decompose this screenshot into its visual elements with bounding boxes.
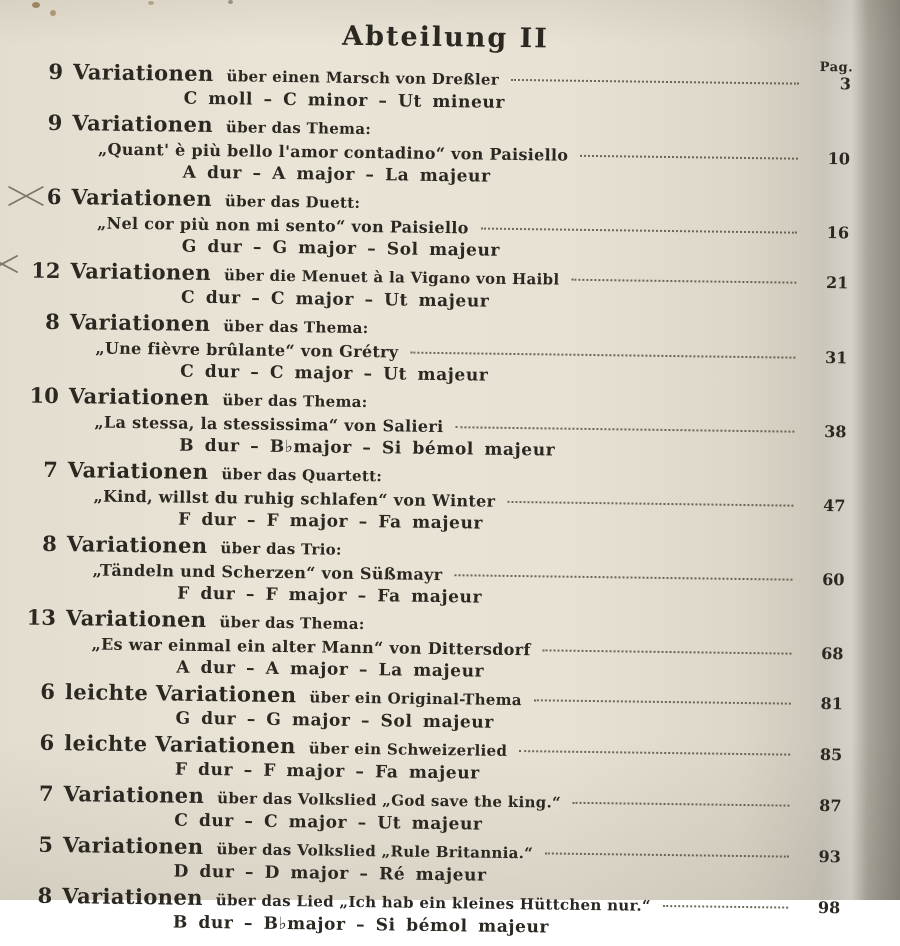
- page-number: 81: [820, 694, 843, 714]
- entry-subtitle: über das Volkslied „God save the king.“: [217, 789, 562, 812]
- dot-leader: [507, 501, 793, 507]
- entry-keys: C dur – C major – Ut majeur: [180, 287, 490, 312]
- entry-subtitle: über das Thema:: [219, 613, 365, 634]
- entry-keys: F dur – F major – Fa majeur: [174, 759, 480, 784]
- dot-leader: [454, 574, 792, 580]
- page-number: 10: [827, 149, 851, 169]
- entry-title: Variationen: [71, 184, 213, 212]
- entry-subtitle: über das Thema:: [225, 118, 372, 139]
- dot-leader: [410, 352, 795, 359]
- page-number: 3: [839, 74, 852, 94]
- entry-keys: C dur – C major – Ut majeur: [180, 361, 489, 386]
- toc-entry: [22, 532, 845, 615]
- dot-leader: [534, 699, 791, 704]
- entry-keys: C dur – C major – Ut majeur: [174, 810, 483, 835]
- entry-title: Variationen: [70, 258, 212, 285]
- entry-subtitle: über das Volkslied „Rule Britannia.“: [216, 840, 534, 863]
- entry-keys: B dur – B♭major – Si bémol majeur: [172, 912, 550, 938]
- dot-leader: [571, 279, 796, 284]
- page-number: 98: [817, 897, 841, 918]
- dot-leader: [545, 852, 789, 857]
- dot-leader: [573, 802, 790, 807]
- dot-leader: [455, 426, 794, 432]
- page-number: 31: [824, 348, 848, 368]
- entry-subtitle: über einen Marsch von Dreßler: [226, 67, 500, 89]
- dot-leader: [580, 155, 798, 160]
- entry-number: 5: [38, 831, 54, 857]
- entry-number: 9: [48, 58, 64, 85]
- entry-number: 6: [39, 729, 55, 755]
- page-number: 21: [825, 273, 849, 293]
- entry-keys: D dur – D major – Ré majeur: [173, 861, 487, 886]
- entry-theme: „La stessa, la stessissima“ von Salieri: [94, 412, 444, 437]
- entry-keys: F dur – F major – Fa majeur: [178, 509, 484, 534]
- toc-list: [18, 60, 851, 944]
- entry-number: 8: [37, 882, 53, 908]
- entry-number: 6: [46, 183, 62, 210]
- entry-subtitle: über ein Schweizerlied: [308, 739, 508, 760]
- dot-leader: [511, 79, 799, 85]
- entry-number: 12: [31, 257, 61, 284]
- entry-keys: G dur – G major – Sol majeur: [181, 236, 501, 261]
- toc-entry: [24, 384, 847, 467]
- entry-keys: B dur – B♭major – Si bémol majeur: [179, 435, 556, 461]
- entry-keys: C moll – C minor – Ut mineur: [183, 88, 506, 113]
- entry-subtitle: über das Duett:: [224, 192, 361, 212]
- entry-theme: „Tändeln und Scherzen“ von Süßmayr: [92, 560, 443, 585]
- toc-entry: [25, 310, 848, 393]
- entry-title: Variationen: [72, 59, 214, 87]
- page-number: 87: [819, 796, 842, 816]
- entry-subtitle: über das Lied „Ich hab ein kleines Hüttchen nur.“: [215, 891, 651, 915]
- entry-number: 9: [47, 109, 63, 136]
- entry-title: Variationen: [69, 309, 211, 336]
- entry-subtitle: über das Thema:: [223, 317, 369, 338]
- entry-title: leichte Variationen: [64, 679, 297, 708]
- page-number: 85: [819, 745, 843, 765]
- dot-leader: [481, 228, 797, 234]
- entry-number: 13: [26, 604, 57, 630]
- entry-theme: „Nel cor più non mi sento“ von Paisiello: [96, 213, 469, 238]
- entry-number: 7: [38, 780, 54, 806]
- entry-keys: F dur – F major – Fa majeur: [177, 583, 483, 608]
- page-number: 38: [824, 422, 847, 442]
- entry-title: Variationen: [63, 781, 205, 808]
- page-title: Abteilung II: [341, 20, 550, 55]
- entry-number: 6: [40, 678, 56, 704]
- entry-theme: „Quant' è più bello l'amor contadino“ von Paisiello: [97, 139, 569, 165]
- page-number: 16: [826, 223, 850, 243]
- entry-title: Variationen: [68, 383, 210, 410]
- dot-leader: [519, 750, 790, 756]
- toc-entry: [27, 185, 850, 268]
- entry-title: leichte Variationen: [64, 730, 296, 759]
- entry-subtitle: über die Menuet à la Vigano von Haibl: [223, 266, 560, 289]
- toc-entry: [18, 884, 841, 944]
- toc-entry: [23, 458, 846, 541]
- dot-leader: [663, 905, 788, 909]
- entry-title: Variationen: [65, 605, 207, 632]
- entry-keys: G dur – G major – Sol majeur: [175, 708, 494, 733]
- entry-number: 10: [29, 382, 59, 409]
- page-number: 47: [823, 496, 846, 516]
- page-number: 93: [818, 847, 841, 867]
- entry-subtitle: über das Trio:: [220, 539, 342, 559]
- page-column-header: Pag.: [819, 59, 854, 76]
- entry-keys: A dur – A major – La majeur: [182, 162, 491, 187]
- entry-title: Variationen: [62, 832, 204, 859]
- toc-entry: [21, 606, 844, 689]
- entry-theme: „Une fièvre brûlante“ von Grétry: [95, 338, 399, 362]
- entry-theme: „Kind, willst du ruhig schlafen“ von Winter: [93, 486, 496, 511]
- entry-title: Variationen: [67, 457, 209, 484]
- entry-keys: A dur – A major – La majeur: [176, 657, 485, 682]
- entry-number: 8: [42, 530, 58, 557]
- entry-title: Variationen: [62, 883, 204, 910]
- toc-entry: [28, 111, 851, 194]
- entry-title: Variationen: [72, 110, 214, 138]
- entry-title: Variationen: [66, 531, 208, 558]
- entry-subtitle: über das Thema:: [222, 391, 368, 412]
- entry-number: 8: [45, 308, 60, 335]
- entry-subtitle: über das Quartett:: [221, 465, 383, 486]
- entry-subtitle: über ein Original-Thema: [309, 688, 523, 710]
- page-number: 68: [821, 644, 844, 664]
- dot-leader: [543, 649, 792, 654]
- entry-number: 7: [43, 456, 59, 483]
- page-number: 60: [822, 570, 845, 590]
- entry-theme: „Es war einmal ein alter Mann“ von Dittersdorf: [91, 634, 531, 660]
